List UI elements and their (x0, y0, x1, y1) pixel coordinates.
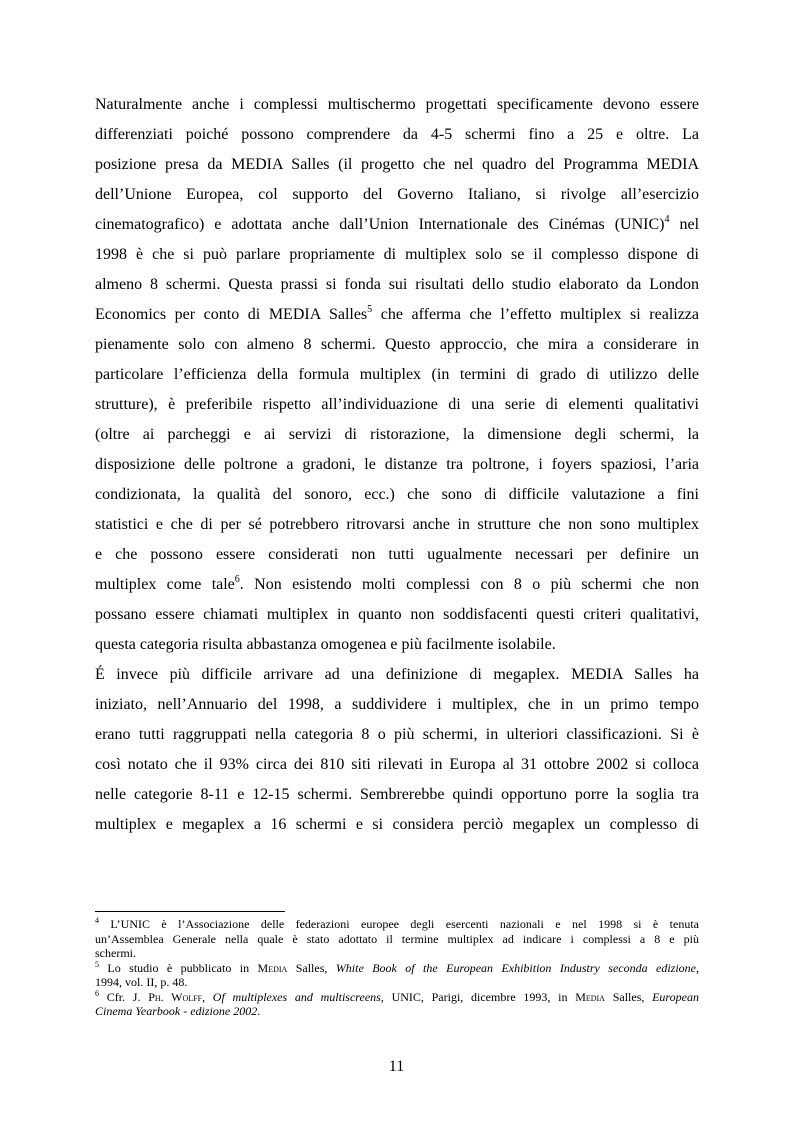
text-line (95, 300, 699, 330)
footnote-line: un’Assemblea Generale nella quale è stato adottato il termine multiplex ad indicare i complessi a 8 e più (95, 931, 699, 946)
text-line: questa categoria risulta abbastanza omogenea e più facilmente isolabile. (95, 636, 556, 653)
footnote-line (95, 961, 699, 976)
text-line: statistici e che di per sé potrebbero ritrovarsi anche in strutture che non sono multiplex (95, 516, 699, 533)
text-span: multiplex come tale (95, 576, 235, 593)
footnote-number: 4 (95, 916, 99, 925)
footnote-text: Salles, (604, 989, 653, 1004)
footnote-text: L’UNIC è l’Associazione delle federazioni europee degli esercenti nazionali e nel 1998 si è tenuta (110, 917, 700, 931)
text-line: multiplex e megaplex a 16 schermi e si considera perciò megaplex un complesso di (95, 816, 699, 833)
footnote-separator (95, 911, 285, 912)
text-line: disposizione delle poltrone a gradoni, le distanze tra poltrone, i foyers spaziosi, l’aria (95, 456, 699, 473)
text-line: nelle categorie 8-11 e 12-15 schermi. Sembrerebbe quindi opportuno porre la soglia tra (95, 786, 699, 803)
text-line: dell’Unione Europea, col supporto del Governo Italiano, si rivolge all’esercizio (95, 186, 699, 203)
text-line (95, 210, 699, 240)
footnote-title: White Book of the European Exhibition Industry seconda edizione (335, 960, 697, 975)
footnote-6 (95, 990, 699, 1019)
footnote-smallcaps: Media (575, 989, 605, 1004)
text-line: posizione presa da MEDIA Salles (il progetto che nel quadro del Programma MEDIA (95, 156, 699, 173)
footnotes (95, 917, 699, 1019)
footnote-line (95, 917, 699, 932)
footnote-text: , UNIC, Parigi, dicembre 1993, in (380, 989, 576, 1004)
page-number: 11 (388, 1058, 405, 1075)
footnote-smallcaps: Media (257, 960, 288, 975)
text-line: possano essere chiamati multiplex in quanto non soddisfacenti questi criteri qualitativi, (95, 606, 699, 623)
text-line: e che possono essere considerati non tutti ugualmente necessari per definire un (95, 546, 699, 563)
footnote-ref-4: 4 (664, 214, 670, 225)
footnote-title: European (652, 989, 699, 1004)
text-line (95, 570, 699, 600)
footnote-text: . (257, 1004, 261, 1018)
text-line: condizionata, la qualità del sonoro, ecc.) che sono di difficile valutazione a fini (95, 486, 699, 503)
text-line: erano tutti raggruppati nella categoria 8 o più schermi, in ulteriori classificazioni. Si è (95, 726, 699, 743)
text-span: . Non esistendo molti complessi con 8 o più schermi che non (239, 576, 699, 593)
text-span: che afferma che l’effetto multiplex si realizza (380, 306, 700, 323)
footnote-4 (95, 917, 699, 961)
text-line: almeno 8 schermi. Questa prassi si fonda sui risultati dello studio elaborato da London (95, 276, 699, 293)
text-line: differenziati poiché possono comprendere da 4-5 schermi fino a 25 e oltre. La (95, 126, 699, 143)
footnote-number: 6 (95, 988, 99, 998)
footnote-title: Cinema Yearbook - edizione 2002 (95, 1004, 258, 1018)
footnote-line (95, 1004, 699, 1019)
footnote-text: Cfr. J. (106, 989, 149, 1004)
text-line: strutture), è preferibile rispetto all’individuazione di una serie di elementi qualitativi (95, 396, 699, 413)
footnote-line: schermi. (95, 946, 136, 960)
footnote-author: Ph. Wolff (148, 989, 203, 1004)
text-span: nel (679, 216, 700, 233)
text-line: Naturalmente anche i complessi multischermo progettati specificamente devono essere (95, 96, 699, 113)
footnote-text: , (696, 960, 700, 975)
body-text (95, 90, 699, 840)
footnote-text: Salles, (287, 960, 336, 975)
footnote-line: 1994, vol. II, p. 48. (95, 975, 188, 989)
text-line: 1998 è che si può parlare propriamente di multiplex solo se il complesso dispone di (95, 246, 699, 263)
footnote-5 (95, 961, 699, 990)
text-line: É invece più difficile arrivare ad una definizione di megaplex. MEDIA Salles ha (95, 666, 699, 683)
text-line: (oltre ai parcheggi e ai servizi di ristorazione, la dimensione degli schermi, la (95, 426, 699, 443)
footnote-ref-5: 5 (367, 304, 373, 315)
footnote-text: Lo studio è pubblicato in (107, 960, 258, 975)
text-span: Economics per conto di MEDIA Salles (95, 306, 368, 323)
text-line: così notato che il 93% circa dei 810 siti rilevati in Europa al 31 ottobre 2002 si colloca (95, 756, 699, 773)
text-line: iniziato, nell’Annuario del 1998, a suddividere i multiplex, che in un primo tempo (95, 696, 699, 713)
text-span: cinematografico) e adottata anche dall’Union Internationale des Cinémas (UNIC) (95, 216, 665, 233)
text-line: particolare l’efficienza della formula multiplex (in termini di grado di utilizzo delle (95, 366, 699, 383)
footnote-number: 5 (95, 959, 99, 969)
footnote-ref-6: 6 (234, 574, 240, 585)
text-line: pienamente solo con almeno 8 schermi. Questo approccio, che mira a considerare in (95, 336, 699, 353)
footnote-title: Of multiplexes and multiscreens (212, 989, 381, 1004)
footnote-text: , (202, 989, 213, 1004)
footnote-line (95, 990, 699, 1005)
